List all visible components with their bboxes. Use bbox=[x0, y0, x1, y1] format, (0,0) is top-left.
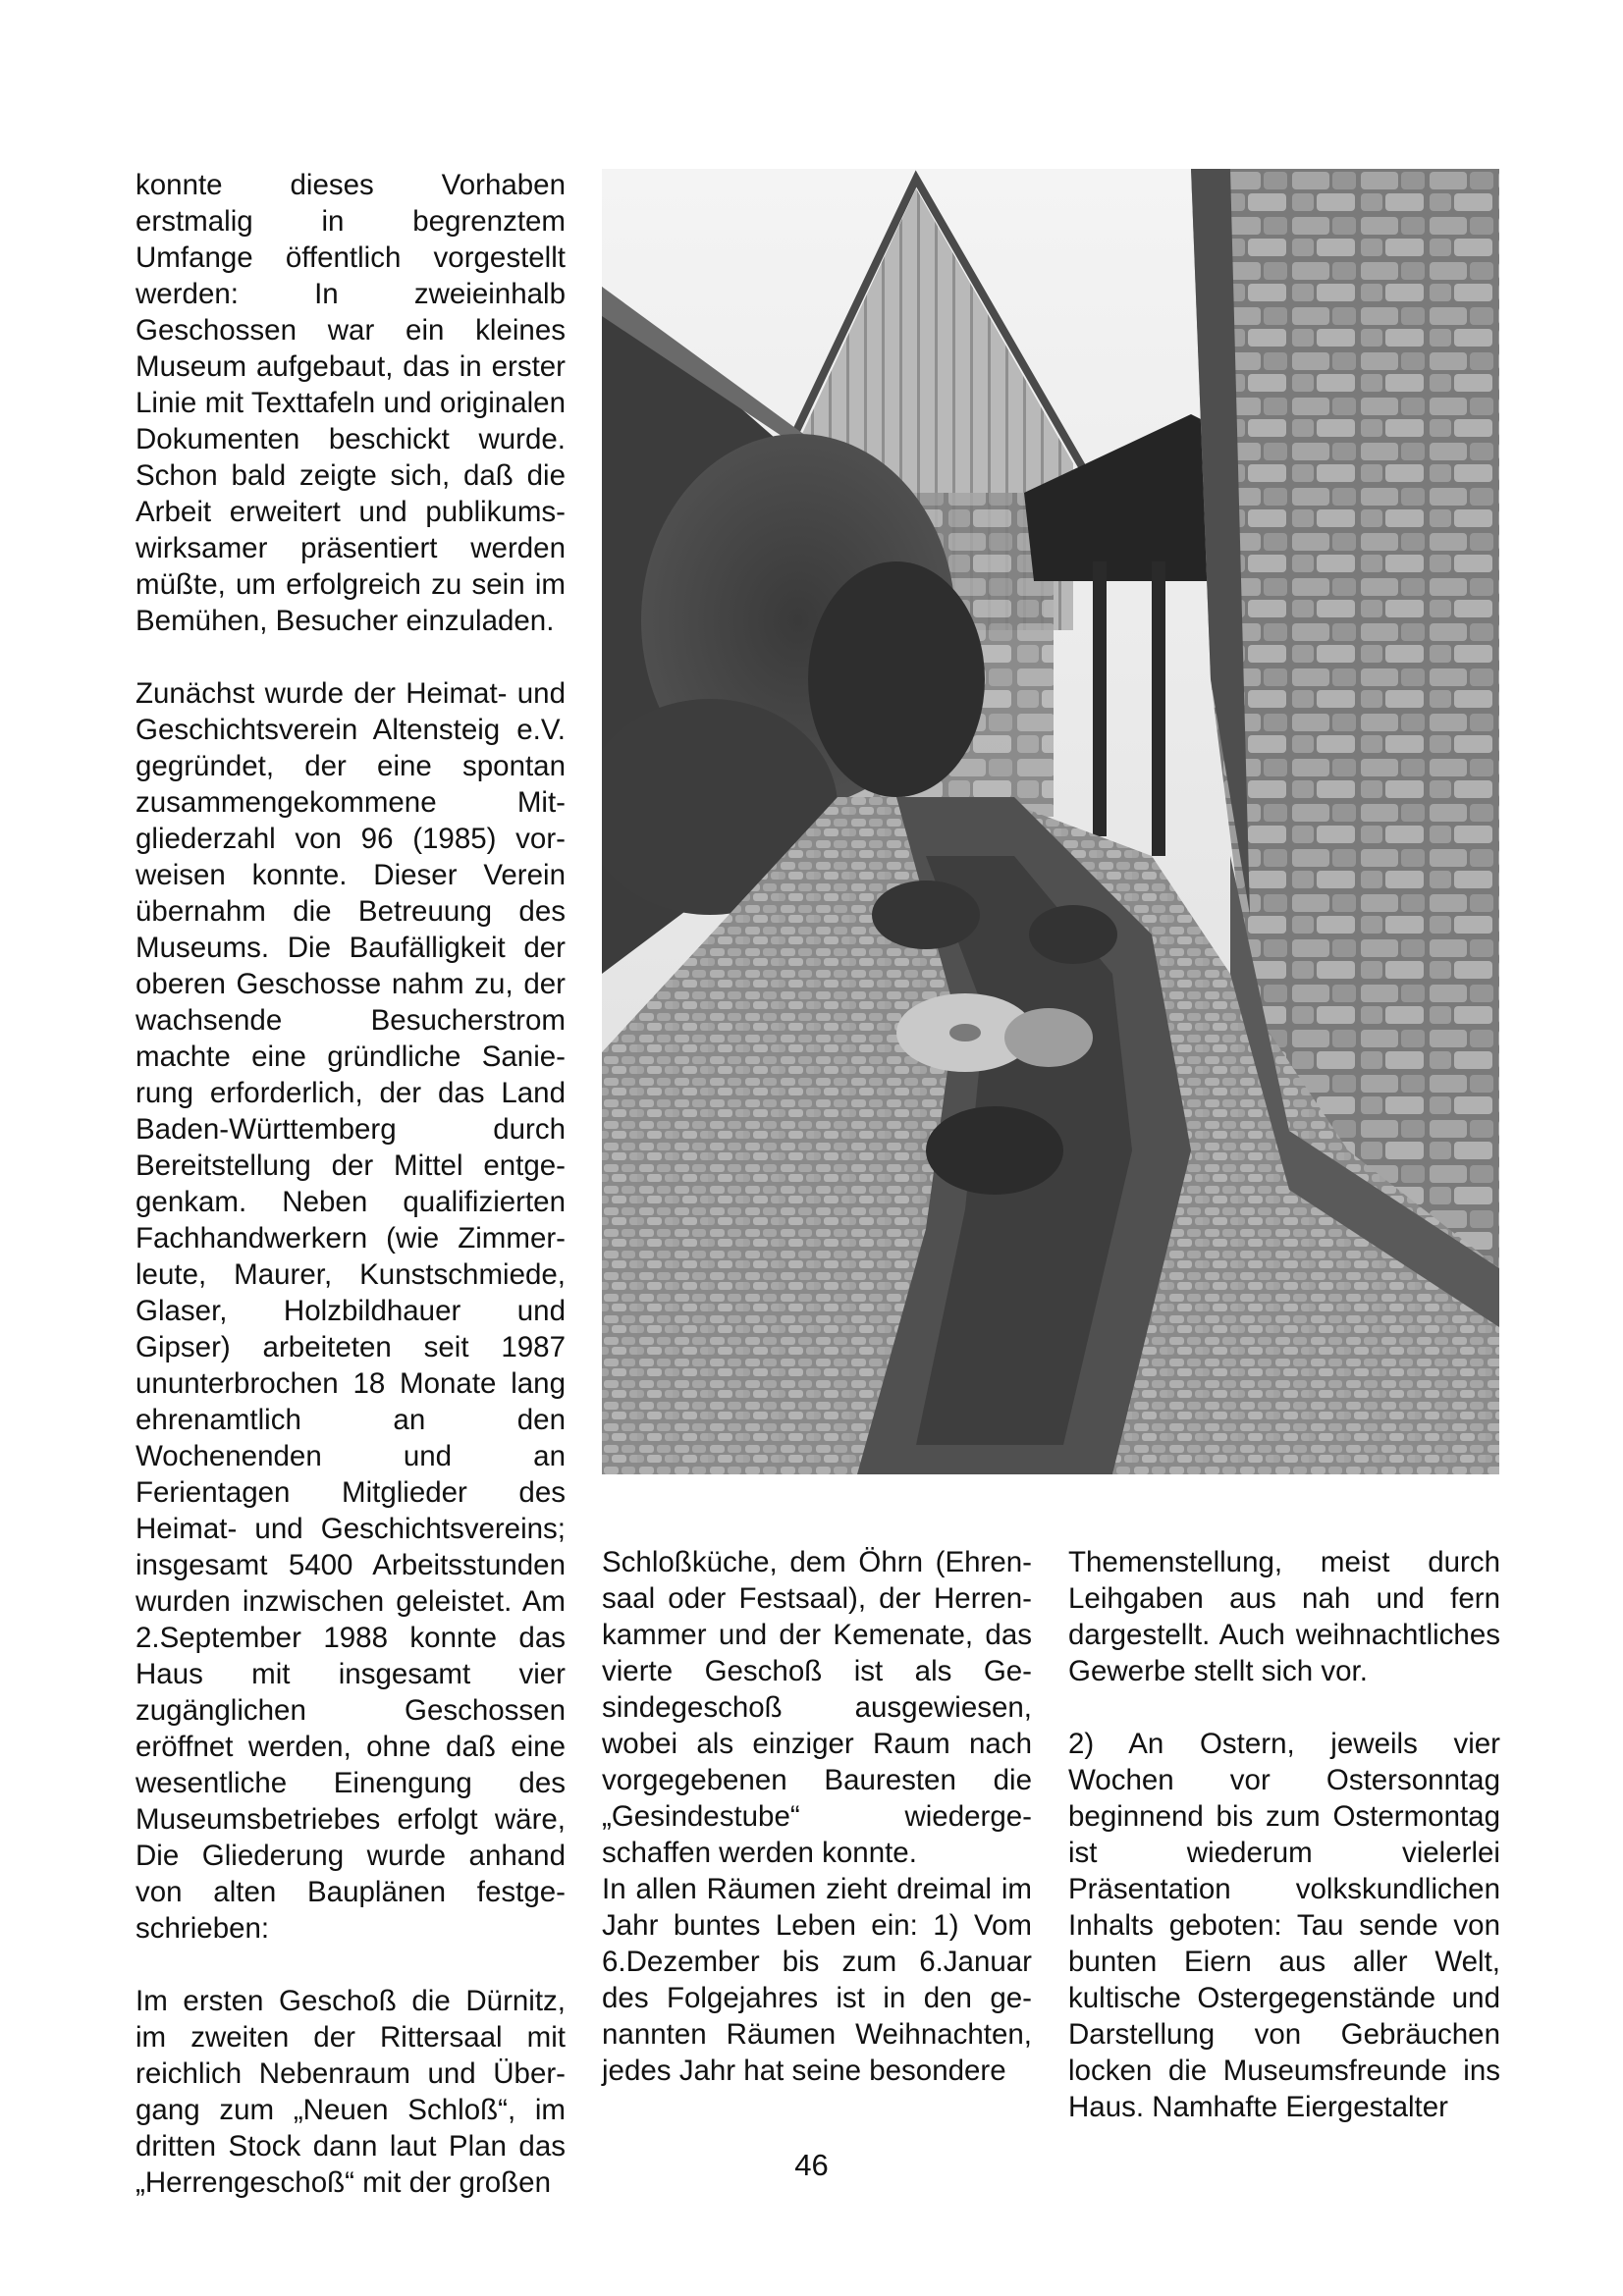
paragraph: In allen Räumen zieht dreimal im Jahr buntes Leben ein: 1) Vom 6.Dezember bis zum 6.Januar des Folgejahres ist in den genannten Räumen Weihnachten, jedes Jahr hat seine besondere bbox=[602, 1873, 1032, 2087]
paragraph: Im ersten Geschoß die Dürnitz, im zweiten der Rittersaal mit reichlich Nebenraum und Übergang zum „Neuen Schloß“, im dritten Stock dann laut Plan das „Herrengeschoß“ mit der großen bbox=[135, 1985, 566, 2199]
page-number: 46 bbox=[794, 2148, 829, 2182]
text-column-middle bbox=[602, 1544, 1032, 2089]
paragraph: konnte dieses Vorhaben erstmalig in begrenztem Umfange öffentlich vorgestellt werden: In zweieinhalb Geschossen war ein kleines Museum aufgebaut, das in erster Linie mit Texttafeln und originalen Dokumenten beschickt wurde. Schon bald zeigte sich, daß die Arbeit erweitert und publikumswirksamer präsentiert werden müßte, um erfolgreich zu sein im Bemühen, Besucher einzuladen. bbox=[135, 169, 566, 637]
text-column-right bbox=[1068, 1544, 1500, 2125]
text-column-left bbox=[135, 167, 566, 2201]
paragraph: 2) An Ostern, jeweils vier Wochen vor Ostersonntag beginnend bis zum Ostermontag ist wiederum vielerlei Präsentation volkskundlichen Inhalts geboten: Tau sende von bunten Eiern aus aller Welt, kultische Ostergegenstände und Darstellung von Gebräuchen locken die Museumsfreunde ins Haus. Namhafte Eiergestalter bbox=[1068, 1728, 1500, 2123]
paragraph: Schloßküche, dem Öhrn (Ehrensaal oder Festsaal), der Herrenkammer und der Kemenate, das vierte Geschoß ist als Gesindegeschoß ausgewiesen, wobei als einziger Raum nach vorgegebenen Bauresten die „Gesindestube“ wiedergeschaffen werden konnte. bbox=[602, 1546, 1032, 1869]
paragraph: Themenstellung, meist durch Leihgaben aus nah und fern dargestellt. Auch weihnachtliches Gewerbe stellt sich vor. bbox=[1068, 1546, 1500, 1687]
photo-castle-courtyard bbox=[602, 169, 1499, 1474]
paragraph: Zunächst wurde der Heimat- und Geschichtsverein Altensteig e.V. gegründet, der eine spontan zusammengekommene Mitgliederzahl von 96 (1985) vorweisen konnte. Dieser Verein übernahm die Betreuung des Museums. Die Baufälligkeit der oberen Geschosse nahm zu, der wachsende Besucherstrom machte eine gründliche Sanierung erforderlich, der das Land Baden-Württemberg durch Bereitstellung der Mittel entgegenkam. Neben qualifizierten Fachhandwerkern (wie Zimmerleute, Maurer, Kunstschmiede, Glaser, Holzbildhauer und Gipser) arbeiteten seit 1987 ununterbrochen 18 Monate lang ehrenamtlich an den Wochenenden und an Ferientagen Mitglieder des Heimat- und Geschichtsvereins; insgesamt 5400 Arbeitsstunden wurden inzwischen geleistet. Am 2.September 1988 konnte das Haus mit insgesamt vier zugänglichen Geschossen eröffnet werden, ohne daß eine wesentliche Einengung des Museumsbetriebes erfolgt wäre, Die Gliederung wurde anhand von alten Bauplänen festgeschrieben: bbox=[135, 677, 566, 1945]
